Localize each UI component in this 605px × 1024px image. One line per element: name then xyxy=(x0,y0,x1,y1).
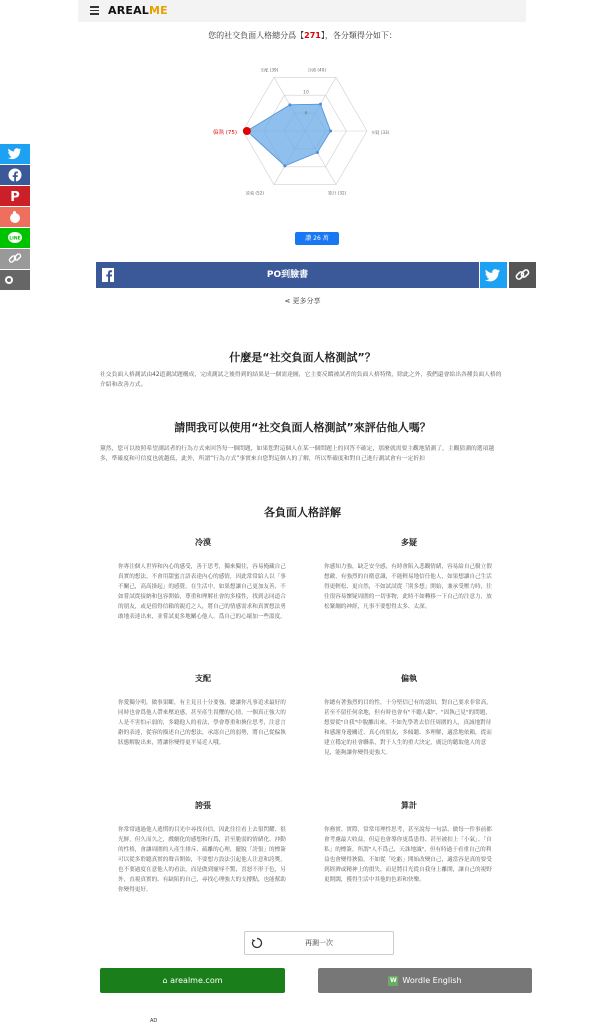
radar-axis-label: 偏執 (75) xyxy=(212,130,237,136)
link-icon xyxy=(509,262,536,288)
wordle-link-button[interactable]: W Wordle English xyxy=(318,968,532,993)
score-prefix: 您的社交負面人格總分爲【 xyxy=(208,31,305,40)
card-title: 誇張 xyxy=(195,801,211,810)
hamburger-menu-icon[interactable] xyxy=(90,6,99,15)
radar-axis-label: 冷漠 (40) xyxy=(307,67,326,73)
toggle-icon xyxy=(0,270,30,290)
card-title: 冷漠 xyxy=(195,538,211,547)
retest-button[interactable]: 再測一次 xyxy=(244,931,394,955)
clap-icon xyxy=(0,207,30,227)
what-is-test-text: 社交負面人格測試由42道測試題構成，完成測試之後得到的結果是一個需達圖，它主要反饋被試者的負面人格特徵，除此之外，我們還會給出各種負面人格的介紹和改善方式。 xyxy=(100,372,502,388)
radar-point xyxy=(316,151,319,154)
ad-label: AD xyxy=(150,1018,158,1024)
radar-point xyxy=(288,103,291,106)
card-title: 支配 xyxy=(195,674,211,683)
twitter-share-button[interactable] xyxy=(480,262,507,288)
evaluate-others-text: 黨然，您可以按照希望測試者的行為方式來回答每一個問題，如果您對這個人在某一個問題上的回答不確定，那麼就需要主觀地猜測了，主觀猜測的選項越多，準確度和可信度也就越低，此外，所謂“行為方式”事實來自您對這個人的了解，所以準確度和對自己進行測試會有一定折扣 xyxy=(100,446,495,462)
radar-chart xyxy=(200,58,410,208)
card-text: 你感知力強，缺乏安全感，有時會陷入悲觀情緒，容易給自己樹立假想敵，有強烈的自衛意識，不能輕易地信任他人，如果想讓自己生活得更輕松、更自然，不如試試從「別多想」開始，兼承受壓力時，往往很容易懷疑周圍的一切事物，此時不如轉移一下自己的注意力，放松緊繃的神經，凡事不要想得太多、太深。 xyxy=(324,564,492,610)
radar-point xyxy=(283,164,286,167)
sidebar-line-button[interactable] xyxy=(0,228,30,248)
card-text: 你愛獨分明，做事果斷，有主見且十分要強，總讓你凡事追求最好的同時也會爲他人帶來壓迫感，甚至產生畏懼的心情，一個真正強大的人是不害怕示弱的，多聽他人的看法，學會尊重和換位思考，注意言辭的表達，從容的描述自己的想法，承認自己的弱勢，將自己從偏執狀態解脫出來，將讓你變得更平易近人哦。 xyxy=(118,700,286,746)
card-apathy xyxy=(118,537,288,622)
radar-axis-label: 支配 (39) xyxy=(260,67,279,73)
top-bar-inner xyxy=(78,0,526,22)
card-title: 多疑 xyxy=(401,538,417,547)
card-title: 偏執 xyxy=(401,674,417,683)
card-text: 你專注個人世界和內心的感受，善于思考，獨來獨往，容易掩藏自己真實的想法，不會用甜蜜言語表達內心的感情，因此常常給人以「事不關己，高高掛起」的感覺。在生活中，如果想讓自己更加友善，不如嘗試從接納和包容開始，尊重和理解社會的多樣性，找到志同道合的朋友，或是值得信賴的親近之人，將自己的情感需求和真實想法勇敢地表達出來，並嘗試更多地關心他人，爲自己的心壞加一些溫度。 xyxy=(118,564,286,620)
wordle-icon: W xyxy=(390,976,397,984)
radar-data-area xyxy=(247,104,331,166)
radar-point xyxy=(319,103,322,106)
facebook-like-button[interactable]: 讚 26 萬 xyxy=(295,232,339,245)
top-bar xyxy=(0,0,605,22)
card-suspicion xyxy=(324,537,494,612)
card-title: 算計 xyxy=(401,801,417,810)
score-summary xyxy=(0,30,605,41)
arealme-link-button[interactable]: ⌂ arealme.com xyxy=(100,968,285,993)
sidebar-clap-button[interactable] xyxy=(0,207,30,227)
evaluate-others-heading: 請問我可以使用“社交負面人格測試”來評估他人嗎？ xyxy=(174,421,431,434)
score-suffix: 】，各分類得分如下： xyxy=(320,31,397,40)
sidebar-twitter-button[interactable] xyxy=(0,144,30,164)
home-icon: ⌂ xyxy=(162,976,168,985)
sidebar-share xyxy=(0,144,30,291)
twitter-icon xyxy=(480,262,507,288)
radar-point xyxy=(243,127,251,135)
radar-scale-label: 10 xyxy=(303,90,309,96)
radar-axis-label: 算計 (32) xyxy=(328,190,347,196)
score-value: 271 xyxy=(304,31,321,40)
card-text: 你務實、實際，常常用理性思考，甚至說每一句話、做每一件事前都會考慮最大收益，但這也會導你更爲患得、甚至被扣上「小氣」、「自私」的標簽，所謂"人不爲己，天誅地滅"，但有時過于看重自己的利益也會變得狹隘，不如從「吃虧」開始改變自己，適當容是真的要受到經濟或精神上的損失，而是將目光從自我身上離開，讓自己的視野更開闊，獲得生活中其他的色彩和快樂。 xyxy=(324,827,492,883)
radar-point xyxy=(329,130,332,133)
share-icon: ⋖ xyxy=(284,297,291,305)
sidebar-pinterest-button[interactable] xyxy=(0,186,30,206)
more-share-link[interactable]: ⋖ 更多分享 xyxy=(284,297,321,305)
card-exaggeration xyxy=(118,800,288,895)
facebook-share-bar[interactable] xyxy=(96,262,479,288)
facebook-icon xyxy=(0,165,30,185)
card-text: 你常常通過他人逃慣的目光中尋找自信，因此往往看上去很閃耀、很光鮮，但久而久之，戲劇化的感想和行爲，甚至脆弱的情緒化、沖動的性格，會讓周圍的人產生排斥、疏離的心理，擺脫「誇張」的標簽可以從多聆聽真實的聲音開始，不要想方設法引起他人注意和誇獎，也不要過度在意他人的看法，而是做到寵辱不驚，喜怒不形于色，另外，直視真實的、有缺陷的自己，尋找心理強大的支撐點，也能幫助你變得更好。 xyxy=(118,827,286,893)
card-paranoia xyxy=(324,673,494,758)
svg-text:P: P xyxy=(10,190,20,205)
sidebar-link-button[interactable] xyxy=(0,249,30,269)
svg-text:LINE: LINE xyxy=(9,236,21,242)
what-is-test-heading: 什麼是“社交負面人格測試”？ xyxy=(229,351,376,364)
po-to-facebook-label: PO到臉書 xyxy=(266,270,309,280)
details-heading: 各負面人格詳解 xyxy=(264,506,341,519)
radar-axis-label: 誇張 (52) xyxy=(245,190,264,196)
card-text: 你總有著強烈的目的性，十分堅信已有的認知，對自己要求非常高，甚至不留任何余地，但有時也會有"不聽人勸"、"固執己見"的問題，想要從"自我"中脫離出來，不如先學著去信任周圍的人，真誠地對待和感謝身邊關近、真心的朋友，多傾聽、多理解，適當地依賴，從而建立穩定的社會聯系，對于人生的重大決定，廣泛的聽取他人的意見，能夠讓你變得更強大。 xyxy=(324,700,492,756)
radar-axis-label: 多疑 (33) xyxy=(371,130,390,135)
copy-link-button[interactable] xyxy=(509,262,536,288)
site-logo[interactable]: AREALME xyxy=(108,4,168,17)
pinterest-icon xyxy=(0,186,30,206)
twitter-icon xyxy=(0,144,30,164)
sidebar-facebook-button[interactable] xyxy=(0,165,30,185)
card-calculation xyxy=(324,800,494,885)
radar-scale-label: 6 xyxy=(304,111,308,117)
sidebar-toggle-button[interactable] xyxy=(0,270,30,290)
line-icon xyxy=(0,228,30,248)
card-dominance xyxy=(118,673,288,748)
link-icon xyxy=(0,249,30,269)
